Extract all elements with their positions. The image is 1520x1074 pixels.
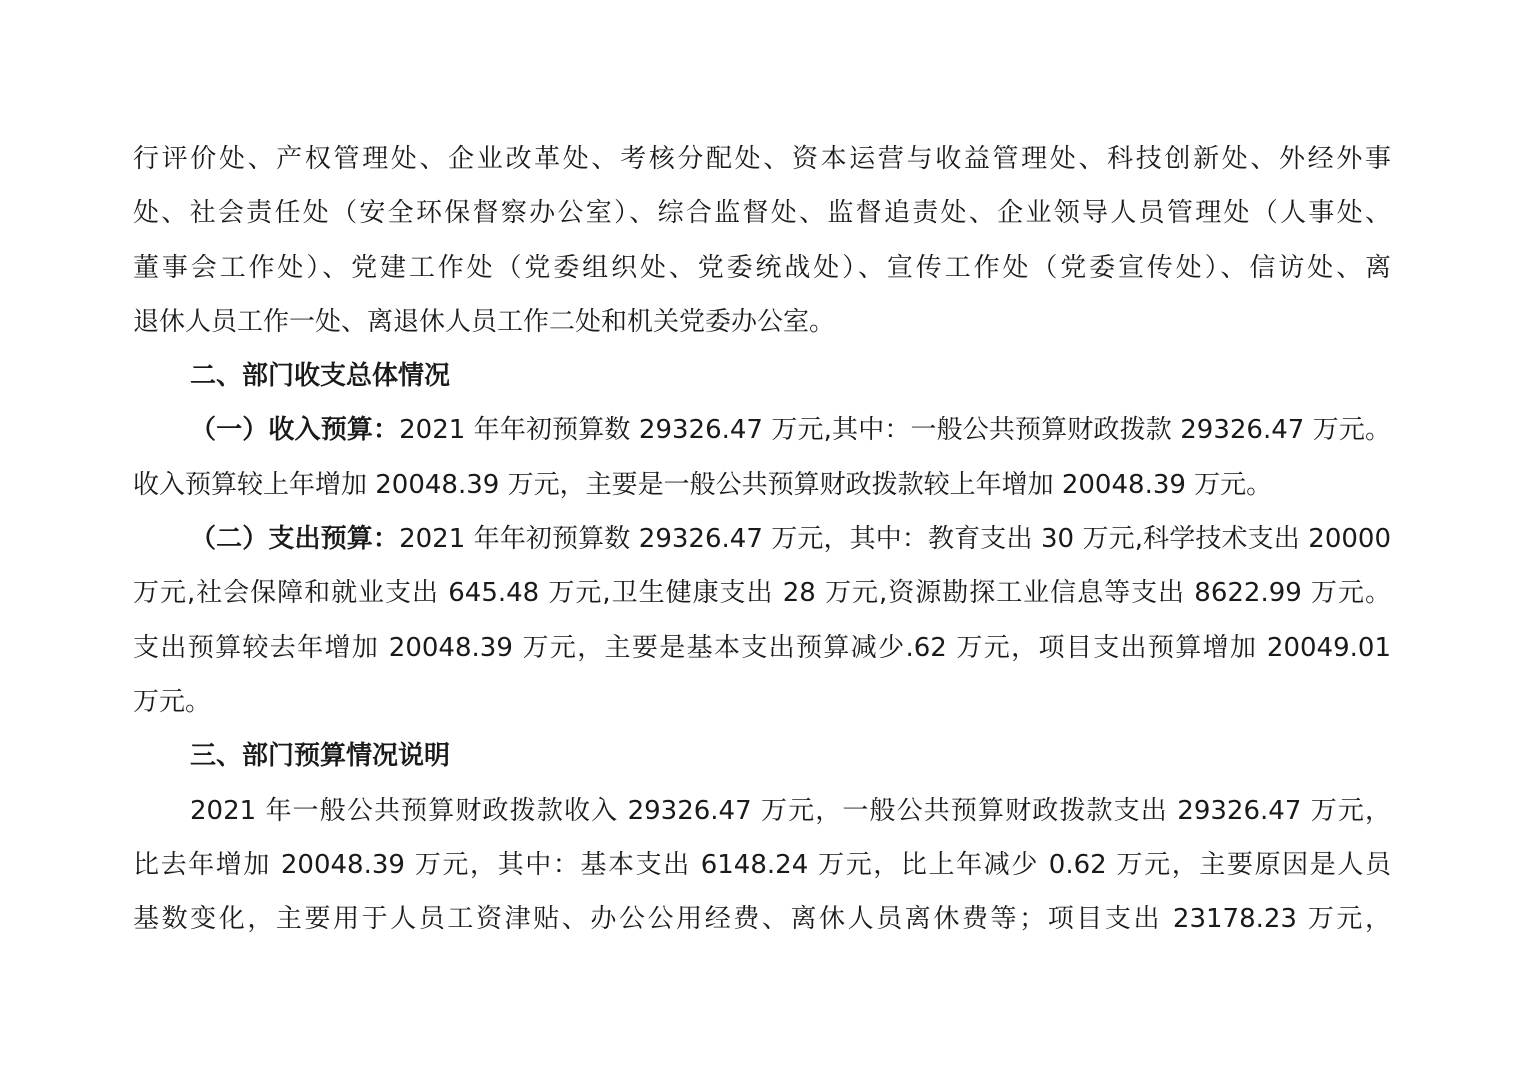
paragraph-line: 行评价处、产权管理处、企业改革处、考核分配处、资本运营与收益管理处、科技创新处、外经外事 — [133, 144, 1391, 174]
expenditure-budget-text: 2021 年年初预算数 29326.47 万元，其中：教育支出 30 万元,科学技术支出 20000 — [399, 524, 1391, 555]
paragraph-line: 支出预算较去年增加 20048.39 万元，主要是基本支出预算减少.62 万元，项目支出预算增加 20049.01 — [133, 632, 1391, 663]
income-budget-text: 2021 年年初预算数 29326.47 万元,其中：一般公共预算财政拨款 29326.47 万元。 — [399, 415, 1391, 446]
paragraph-line: 基数变化，主要用于人员工资津贴、办公公用经费、离休人员离休费等；项目支出 23178.23 万元， — [133, 904, 1391, 935]
expenditure-budget-line — [133, 512, 1391, 566]
paragraph-line: 万元,社会保障和就业支出 645.48 万元,卫生健康支出 28 万元,资源勘探工业信息等支出 8622.99 万元。 — [133, 578, 1391, 609]
paragraph-line: 收入预算较上年增加 20048.39 万元，主要是一般公共预算财政拨款较上年增加 20048.39 万元。 — [133, 469, 1273, 500]
paragraph-line: 处、社会责任处（安全环保督察办公室）、综合监督处、监督追责处、企业领导人员管理处（人事处、 — [133, 198, 1391, 229]
paragraph-line: 2021 年一般公共预算财政拨款收入 29326.47 万元，一般公共预算财政拨款支出 29326.47 万元， — [190, 795, 1391, 826]
income-budget-line — [133, 403, 1391, 457]
paragraph-line: 董事会工作处）、党建工作处（党委组织处、党委统战处）、宣传工作处（党委宣传处）、信访处、离 — [133, 252, 1391, 283]
income-budget-label: （一）收入预算： — [190, 415, 400, 446]
expenditure-budget-label: （二）支出预算： — [190, 524, 400, 555]
paragraph-line: 万元。 — [133, 686, 212, 717]
section-heading: 二、部门收支总体情况 — [190, 361, 451, 392]
paragraph-line: 退休人员工作一处、离退休人员工作二处和机关党委办公室。 — [133, 306, 836, 337]
document-page — [133, 132, 1391, 946]
paragraph-line: 比去年增加 20048.39 万元，其中：基本支出 6148.24 万元，比上年减少 0.62 万元，主要原因是人员 — [133, 849, 1391, 880]
section-heading: 三、部门预算情况说明 — [190, 741, 451, 772]
